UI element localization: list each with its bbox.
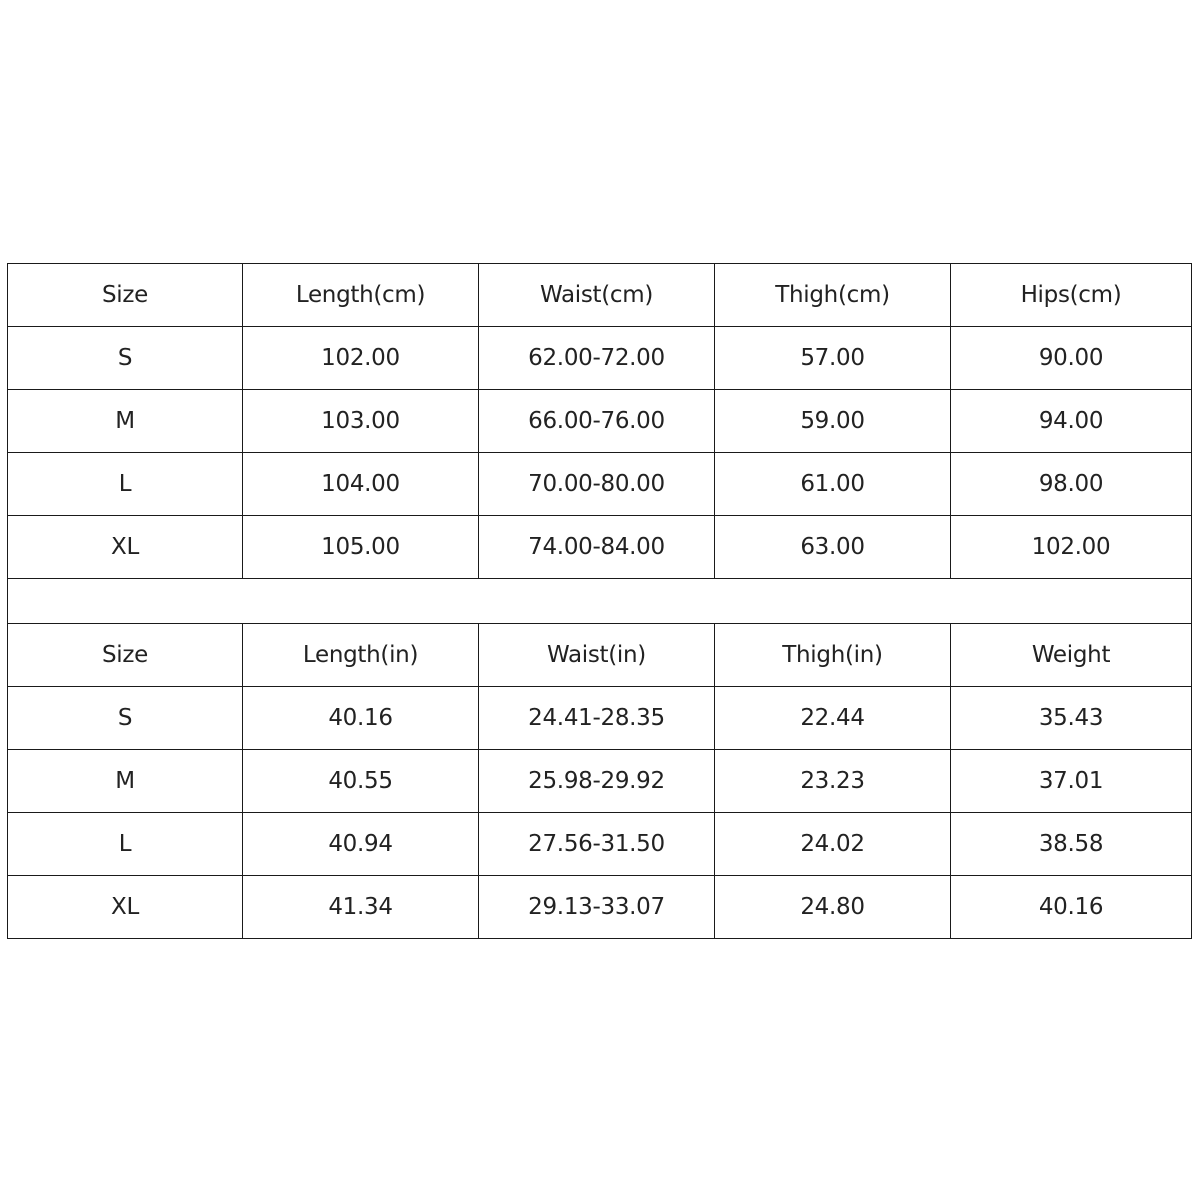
size-cell: XL [8, 876, 243, 939]
header-cell: Length(in) [243, 624, 479, 687]
table-cell: 61.00 [715, 453, 951, 516]
table-cell: 103.00 [243, 390, 479, 453]
table-cell: 29.13-33.07 [479, 876, 715, 939]
table-cell: 57.00 [715, 327, 951, 390]
header-cell: Length(cm) [243, 264, 479, 327]
table-cell: 40.94 [243, 813, 479, 876]
table-row [8, 876, 1192, 939]
table-cell: 37.01 [951, 750, 1192, 813]
table-cell: 22.44 [715, 687, 951, 750]
table-cell: 74.00-84.00 [479, 516, 715, 579]
table-row [8, 390, 1192, 453]
table-cell: 62.00-72.00 [479, 327, 715, 390]
size-chart-table [7, 263, 1192, 939]
table-cell: 66.00-76.00 [479, 390, 715, 453]
table-cell: 38.58 [951, 813, 1192, 876]
size-cell: S [8, 687, 243, 750]
header-cell: Thigh(cm) [715, 264, 951, 327]
table-row [8, 813, 1192, 876]
size-cell: XL [8, 516, 243, 579]
size-cell: M [8, 750, 243, 813]
table-row [8, 750, 1192, 813]
header-cell: Size [8, 624, 243, 687]
size-cell: M [8, 390, 243, 453]
table-row [8, 687, 1192, 750]
size-cell: L [8, 813, 243, 876]
table-cell: 104.00 [243, 453, 479, 516]
table-cell: 24.02 [715, 813, 951, 876]
table-cell: 70.00-80.00 [479, 453, 715, 516]
header-cell: Size [8, 264, 243, 327]
table-cell: 98.00 [951, 453, 1192, 516]
size-cell: S [8, 327, 243, 390]
table-cell: 24.80 [715, 876, 951, 939]
table-cell: 102.00 [243, 327, 479, 390]
in-header-row [8, 624, 1192, 687]
header-cell: Hips(cm) [951, 264, 1192, 327]
table-cell: 25.98-29.92 [479, 750, 715, 813]
table-row [8, 453, 1192, 516]
size-cell: L [8, 453, 243, 516]
table-gap-row [8, 579, 1192, 624]
table-cell: 59.00 [715, 390, 951, 453]
gap-cell [8, 579, 1192, 624]
table-cell: 35.43 [951, 687, 1192, 750]
table-cell: 27.56-31.50 [479, 813, 715, 876]
table-cell: 41.34 [243, 876, 479, 939]
table-cell: 40.16 [243, 687, 479, 750]
header-cell: Weight [951, 624, 1192, 687]
table-cell: 23.23 [715, 750, 951, 813]
cm-header-row [8, 264, 1192, 327]
table-cell: 40.16 [951, 876, 1192, 939]
table-row [8, 516, 1192, 579]
table-cell: 90.00 [951, 327, 1192, 390]
table-cell: 102.00 [951, 516, 1192, 579]
header-cell: Waist(cm) [479, 264, 715, 327]
table-cell: 40.55 [243, 750, 479, 813]
table-cell: 105.00 [243, 516, 479, 579]
header-cell: Thigh(in) [715, 624, 951, 687]
table-cell: 94.00 [951, 390, 1192, 453]
table-row [8, 327, 1192, 390]
table-cell: 63.00 [715, 516, 951, 579]
table-cell: 24.41-28.35 [479, 687, 715, 750]
header-cell: Waist(in) [479, 624, 715, 687]
